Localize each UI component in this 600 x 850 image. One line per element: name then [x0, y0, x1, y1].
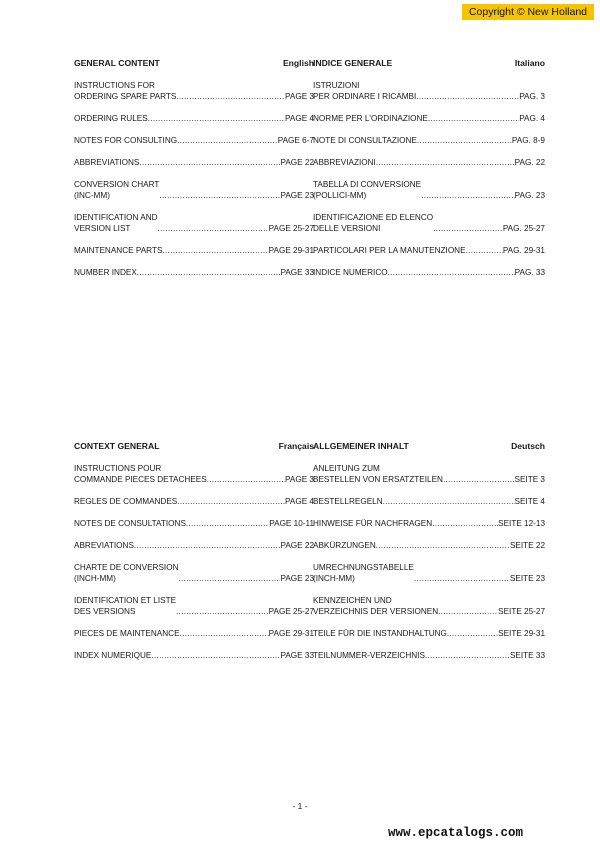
toc-entry-title [74, 267, 280, 278]
toc-entry-line1: TEILNUMMER-VERZEICHNIS [313, 651, 425, 660]
toc-entry-page: PAGE 23 [280, 574, 314, 583]
toc-entry-title [313, 135, 512, 146]
toc-entry-page: PAGE 33 [280, 651, 314, 660]
toc-entry-line2: (POLLICI-MM) [313, 191, 367, 200]
toc-entry[interactable] [74, 80, 314, 102]
toc-entry-text [74, 496, 177, 507]
toc-entry[interactable] [74, 518, 314, 529]
toc-entry-line2: DES VERSIONS [74, 607, 136, 616]
toc-entry[interactable] [74, 650, 314, 661]
toc-entry-line1: TEILE FÜR DIE INSTANDHALTUNG [313, 629, 447, 638]
dot-leader [178, 573, 280, 584]
toc-entry-line1: INDICE NUMERICO [313, 268, 388, 277]
toc-entry-text [313, 135, 417, 146]
toc-entry[interactable] [74, 157, 314, 168]
toc-entry[interactable] [74, 463, 314, 485]
toc-entry-line1: BESTELLREGELN [313, 497, 383, 506]
toc-entry[interactable] [313, 650, 545, 661]
toc-entry-line1: NOTES DE CONSULTATIONS [74, 519, 186, 528]
toc-entry[interactable] [74, 562, 314, 584]
toc-entry[interactable] [313, 518, 545, 529]
section-language: English [282, 58, 314, 68]
toc-entry-line2: PER ORDINARE I RICAMBI [313, 92, 417, 101]
dot-leader [376, 540, 510, 551]
toc-entry-title [313, 157, 515, 168]
toc-entry-line2: VERSION LIST [74, 224, 131, 233]
toc-entry-page: PAGE 29-31 [268, 246, 314, 255]
toc-entry-title [74, 157, 280, 168]
toc-entry-title [313, 518, 498, 529]
dot-leader [139, 157, 280, 168]
toc-entry-text [313, 562, 414, 584]
toc-entry-text [74, 628, 180, 639]
toc-entry-title [74, 540, 280, 551]
toc-entry[interactable] [74, 267, 314, 278]
toc-entry[interactable] [313, 496, 545, 507]
toc-entry-line1: ABBREVIAZIONI [313, 158, 376, 167]
toc-entry-title [74, 80, 285, 102]
toc-section-english [74, 58, 314, 278]
toc-entry-title [74, 628, 269, 639]
toc-entry-line1: CONVERSION CHART [74, 180, 160, 189]
dot-leader [428, 113, 519, 124]
toc-section-italiano [313, 58, 545, 278]
dot-leader [383, 496, 515, 507]
section-title: ALLGEMEINER INHALT [313, 441, 409, 451]
toc-entry[interactable] [313, 157, 545, 168]
toc-entry-text [313, 463, 443, 485]
toc-entry[interactable] [313, 463, 545, 485]
toc-entry-page: PAG. 4 [519, 114, 545, 123]
dot-leader [180, 628, 269, 639]
dot-leader [425, 650, 510, 661]
dot-leader [134, 540, 281, 551]
dot-leader [148, 113, 285, 124]
dot-leader [186, 518, 269, 529]
dot-leader [414, 573, 510, 584]
toc-entry-title [74, 245, 269, 256]
toc-entry[interactable] [313, 628, 545, 639]
toc-entry-page: PAG. 29-31 [502, 246, 545, 255]
toc-entry-line1: ANLEITUNG ZUM [313, 464, 380, 473]
toc-entry-page: PAGE 6-7 [277, 136, 314, 145]
toc-entry-text [74, 179, 159, 201]
toc-entry[interactable] [313, 562, 545, 584]
toc-section-francais [74, 441, 314, 661]
toc-section-deutsch [313, 441, 545, 661]
toc-entry[interactable] [313, 540, 545, 551]
toc-entry-page: PAGE 4 [285, 497, 314, 506]
section-language: Italiano [514, 58, 545, 68]
page-number: - 1 - [292, 801, 308, 811]
toc-entry-page: SEITE 29-31 [498, 629, 545, 638]
toc-entry-line2: BESTELLEN VON ERSATZTEILEN [313, 475, 443, 484]
toc-entry-page: SEITE 22 [509, 541, 545, 550]
toc-entry-line1: NUMBER INDEX [74, 268, 137, 277]
toc-entry-title [74, 179, 280, 201]
toc-entry-line1: NORME PER L'ORDINAZIONE [313, 114, 428, 123]
dot-leader [177, 496, 285, 507]
dot-leader [466, 245, 503, 256]
toc-entry[interactable] [313, 80, 545, 102]
toc-entry[interactable] [74, 540, 314, 551]
toc-entry[interactable] [74, 113, 314, 124]
toc-entry-title [313, 540, 510, 551]
toc-entry[interactable] [74, 628, 314, 639]
dot-leader [438, 606, 498, 617]
toc-entry-line2: COMMANDE PIECES DETACHEES [74, 475, 207, 484]
toc-entry-page: SEITE 23 [509, 574, 545, 583]
toc-entry-title [313, 80, 519, 102]
toc-entry-line1: KENNZEICHEN UND [313, 596, 392, 605]
dot-leader [176, 91, 285, 102]
toc-entry-title [313, 595, 498, 617]
toc-entry-text [313, 595, 438, 617]
toc-entry-text [74, 463, 207, 485]
dot-leader [158, 223, 269, 234]
toc-entry-line1: ISTRUZIONI [313, 81, 360, 90]
toc-entry-line1: HINWEISE FÜR NACHFRAGEN [313, 519, 433, 528]
toc-entry-line1: INSTRUCTIONS POUR [74, 464, 162, 473]
dot-leader [159, 190, 280, 201]
toc-entry-title [313, 628, 498, 639]
section-heading [313, 441, 545, 463]
toc-entry-text [313, 496, 383, 507]
toc-entry[interactable] [74, 245, 314, 256]
dot-leader [432, 518, 498, 529]
toc-entry-line2: (INCH-MM) [74, 574, 116, 583]
toc-entry-page: PAGE 4 [285, 114, 314, 123]
toc-entry-line2: VERZEICHNIS DER VERSIONEN [313, 607, 439, 616]
toc-entry-page: PAGE 3 [285, 475, 314, 484]
toc-entry-title [74, 518, 269, 529]
toc-entry-text [74, 113, 148, 124]
toc-entry-line1: CHARTE DE CONVERSION [74, 563, 179, 572]
toc-entry-title [313, 267, 515, 278]
toc-entry-text [74, 650, 151, 661]
toc-entry-text [313, 518, 432, 529]
toc-entry[interactable] [313, 212, 545, 234]
toc-entry-title [74, 135, 278, 146]
toc-entry-page: SEITE 12-13 [498, 519, 545, 528]
toc-entry-line1: PARTICOLARI PER LA MANUTENZIONE [313, 246, 466, 255]
toc-entry-text [74, 518, 186, 529]
section-heading [313, 58, 545, 80]
toc-entry-text [313, 179, 421, 201]
toc-entry[interactable] [313, 113, 545, 124]
toc-entry[interactable] [313, 179, 545, 201]
toc-entry-page: PAG. 23 [514, 191, 545, 200]
toc-entry[interactable] [74, 496, 314, 507]
toc-entry-text [313, 540, 376, 551]
toc-entry[interactable] [74, 212, 314, 234]
toc-entry-title [313, 562, 510, 584]
toc-entry-page: PAGE 25-27 [268, 607, 314, 616]
toc-entry-line1: NOTE DI CONSULTAZIONE [313, 136, 417, 145]
toc-entry-line1: NOTES FOR CONSULTING [74, 136, 178, 145]
toc-entry-line1: IDENTIFICAZIONE ED ELENCO [313, 213, 434, 222]
dot-leader [421, 190, 515, 201]
dot-leader [151, 650, 280, 661]
toc-entry-line1: TABELLA DI CONVERSIONE [313, 180, 422, 189]
toc-entry-text [313, 650, 425, 661]
toc-entry-text [74, 267, 137, 278]
dot-leader [376, 157, 515, 168]
toc-entry-line1: IDENTIFICATION AND [74, 213, 158, 222]
toc-entry-page: SEITE 4 [514, 497, 545, 506]
toc-entry-line1: ABREVIATIONS [74, 541, 134, 550]
toc-entry-title [313, 650, 510, 661]
toc-entry-page: PAG. 25-27 [502, 224, 545, 233]
section-title: CONTEXT GENERAL [74, 441, 160, 451]
toc-entry-line2: (INCH-MM) [313, 574, 355, 583]
dot-leader [207, 474, 285, 485]
toc-entry-page: PAGE 22 [280, 541, 314, 550]
toc-entry-title [313, 212, 503, 234]
toc-entry-line2: DELLE VERSIONI [313, 224, 381, 233]
toc-entry-line1: IDENTIFICATION ET LISTE [74, 596, 177, 605]
toc-entry-line2: (INC-MM) [74, 191, 110, 200]
toc-entry-title [313, 463, 515, 485]
dot-leader [443, 474, 515, 485]
section-heading [74, 58, 314, 80]
section-title: INDICE GENERALE [313, 58, 393, 68]
toc-entry-line1: INDEX NUMERIQUE [74, 651, 152, 660]
toc-entry[interactable] [313, 135, 545, 146]
toc-entry[interactable] [74, 179, 314, 201]
toc-entry[interactable] [313, 245, 545, 256]
dot-leader [388, 267, 515, 278]
toc-entry-page: PAGE 10-11 [269, 519, 314, 528]
section-title: GENERAL CONTENT [74, 58, 160, 68]
toc-entry-line1: UMRECHNUNGSTABELLE [313, 563, 414, 572]
toc-entry[interactable] [74, 135, 314, 146]
dot-leader [176, 606, 269, 617]
toc-entry-text [74, 595, 176, 617]
toc-entry-title [74, 212, 269, 234]
dot-leader [137, 267, 281, 278]
toc-entry-text [313, 245, 466, 256]
dot-leader [162, 245, 268, 256]
toc-entry-line2: ORDERING SPARE PARTS [74, 92, 177, 101]
toc-entry-page: PAG. 33 [514, 268, 545, 277]
toc-entry-title [74, 496, 285, 507]
toc-entry-title [74, 113, 285, 124]
toc-entry-text [313, 113, 428, 124]
toc-entry-page: PAG. 8-9 [511, 136, 545, 145]
dot-leader [433, 223, 503, 234]
toc-entry-line1: MAINTENANCE PARTS [74, 246, 163, 255]
section-language: Français [278, 441, 314, 451]
toc-entry-page: SEITE 33 [509, 651, 545, 660]
dot-leader [416, 91, 519, 102]
toc-entry-page: PAG. 22 [514, 158, 545, 167]
toc-entry-title [74, 650, 280, 661]
toc-entry-title [313, 496, 515, 507]
toc-entry-line1: ABKÜRZUNGEN [313, 541, 376, 550]
toc-entry-title [313, 245, 503, 256]
copyright-badge: Copyright © New Holland [462, 4, 594, 20]
toc-entry-text [74, 80, 176, 102]
toc-entry-title [74, 562, 280, 584]
toc-entry-page: SEITE 25-27 [498, 607, 545, 616]
toc-entry-title [313, 179, 515, 201]
toc-entry[interactable] [313, 267, 545, 278]
toc-entry-title [74, 463, 285, 485]
dot-leader [447, 628, 498, 639]
section-heading [74, 441, 314, 463]
website-watermark: www.epcatalogs.com [388, 826, 524, 840]
toc-entry-text [74, 540, 134, 551]
toc-entry-page: PAG. 3 [519, 92, 545, 101]
toc-entry-title [313, 113, 519, 124]
toc-entry[interactable] [74, 595, 314, 617]
toc-entry-line1: ORDERING RULES [74, 114, 148, 123]
dot-leader [177, 135, 278, 146]
toc-entry[interactable] [313, 595, 545, 617]
toc-entry-title [74, 595, 269, 617]
toc-entry-text [74, 212, 158, 234]
toc-entry-text [313, 80, 416, 102]
toc-entry-text [313, 267, 388, 278]
toc-entry-page: PAGE 25-27 [268, 224, 314, 233]
toc-entry-page: PAGE 22 [280, 158, 314, 167]
toc-entry-text [313, 157, 376, 168]
toc-entry-page: PAGE 23 [280, 191, 314, 200]
toc-entry-text [74, 562, 178, 584]
toc-entry-text [74, 245, 162, 256]
toc-entry-line1: ABBREVIATIONS [74, 158, 140, 167]
toc-entry-text [74, 135, 177, 146]
toc-entry-line1: INSTRUCTIONS FOR [74, 81, 155, 90]
toc-entry-line1: REGLES DE COMMANDES [74, 497, 178, 506]
dot-leader [417, 135, 512, 146]
toc-entry-text [74, 157, 139, 168]
toc-entry-page: PAGE 29-31 [268, 629, 314, 638]
toc-entry-page: PAGE 33 [280, 268, 314, 277]
toc-entry-page: PAGE 3 [285, 92, 314, 101]
toc-entry-page: SEITE 3 [514, 475, 545, 484]
section-language: Deutsch [511, 441, 545, 451]
toc-entry-text [313, 628, 447, 639]
toc-entry-text [313, 212, 433, 234]
toc-entry-line1: PIECES DE MAINTENANCE [74, 629, 180, 638]
